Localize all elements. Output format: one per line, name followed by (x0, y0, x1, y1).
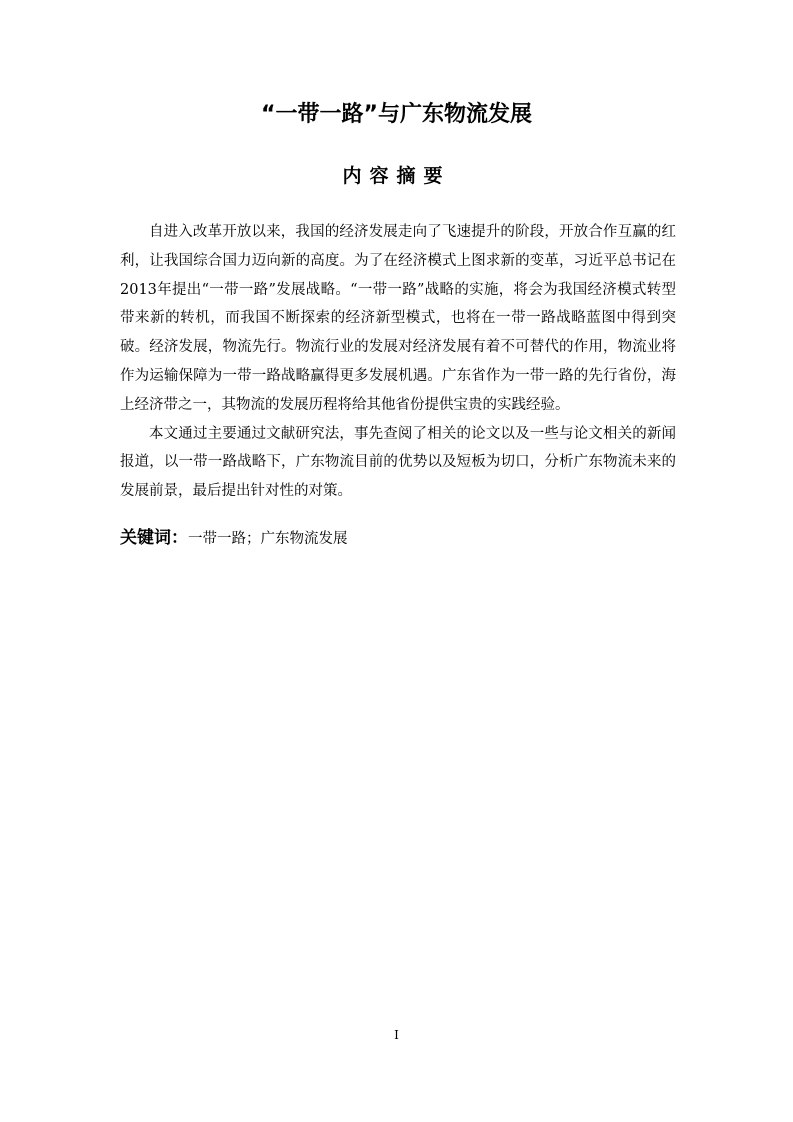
abstract-paragraph-1: 自进入改革开放以来，我国的经济发展走向了飞速提升的阶段，开放合作互赢的红利，让我国综合国力迈向新的高度。为了在经济模式上图求新的变革，习近平总书记在2013年提出“一带一路”发展战略。“一带一路”战略的实施，将会为我国经济模式转型带来新的转机，而我国不断探索的经济新型模式，也将在一带一路战略蓝图中得到突破。经济发展，物流先行。物流行业的发展对经济发展有着不可替代的作用，物流业将作为运输保障为一带一路战略赢得更多发展机遇。广东省作为一带一路的先行省份，海上经济带之一，其物流的发展历程将给其他省份提供宝贵的实践经验。 (120, 224, 676, 413)
abstract-paragraph-2: 本文通过主要通过文献研究法，事先查阅了相关的论文以及一些与论文相关的新闻报道，以一带一路战略下，广东物流目前的优势以及短板为切口，分析广东物流未来的发展前景，最后提出针对性的对策。 (120, 425, 676, 500)
abstract-heading: 内容摘要 (342, 165, 451, 187)
page-number: I (394, 1028, 399, 1042)
keywords-label: 关键词： (120, 528, 188, 548)
abstract-body (120, 218, 676, 506)
document-title: “一带一路”与广东物流发展 (261, 102, 532, 127)
keywords-value: 一带一路；广东物流发展 (188, 531, 348, 547)
keywords-line (120, 524, 676, 553)
